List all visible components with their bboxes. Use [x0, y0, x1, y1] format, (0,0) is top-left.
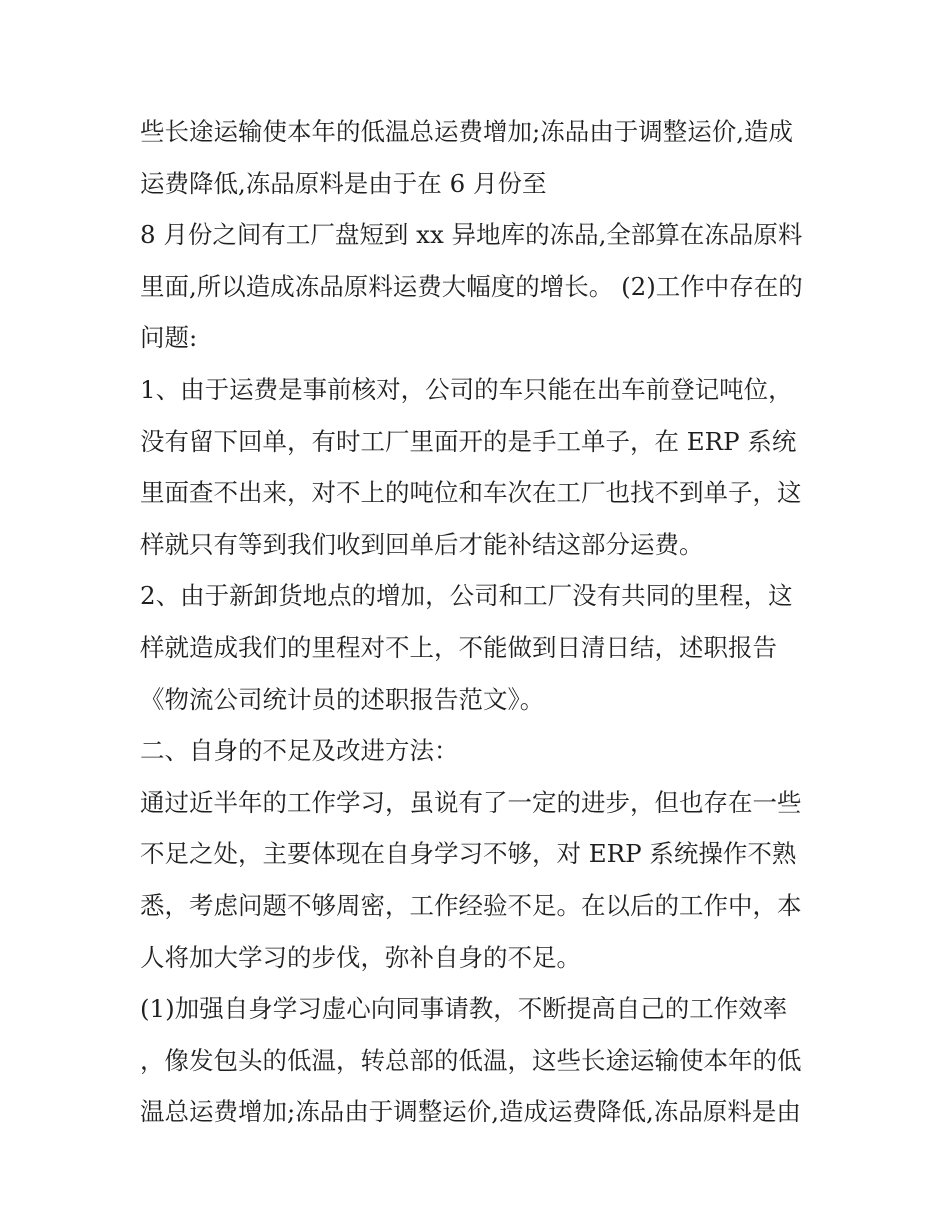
- text-line: 悉，考虑问题不够周密，工作经验不足。在以后的工作中，本: [140, 890, 802, 920]
- text-line: 样就只有等到我们收到回单后才能补结这部分运费。: [140, 529, 704, 559]
- text-line: 通过近半年的工作学习，虽说有了一定的进步，但也存在一些: [140, 787, 802, 817]
- text-line: 里面查不出来，对不上的吨位和车次在工厂也找不到单子，这: [140, 478, 802, 508]
- document-body: [140, 106, 820, 1138]
- text-line: 人将加大学习的步伐，弥补自身的不足。: [140, 942, 581, 972]
- text-line: 《物流公司统计员的述职报告范文》。: [140, 684, 545, 714]
- text-line: 里面,所以造成冻品原料运费大幅度的增长。 (2)工作中存在的: [140, 271, 803, 301]
- section-heading: 二、自身的不足及改进方法：: [140, 736, 459, 766]
- text-line: 没有留下回单，有时工厂里面开的是手工单子，在 ERP 系统: [140, 426, 797, 456]
- text-line: 些长途运输使本年的低温总运费增加;冻品由于调整运价,造成: [140, 117, 794, 146]
- text-line: 不足之处，主要体现在自身学习不够，对 ERP 系统操作不熟: [140, 839, 797, 869]
- text-line: 问题:: [140, 323, 198, 353]
- text-line: 样就造成我们的里程对不上，不能做到日清日结，述职报告: [140, 632, 777, 662]
- text-line: 2、由于新卸货地点的增加，公司和工厂没有共同的里程，这: [140, 581, 793, 611]
- text-line: (1)加强自身学习虚心向同事请教，不断提高自己的工作效率: [140, 994, 788, 1024]
- text-line: 8 月份之间有工厂盘短到 xx 异地库的冻品,全部算在冻品原料: [140, 220, 803, 250]
- text-line: 运费降低,冻品原料是由于在 6 月份至: [140, 168, 547, 198]
- text-line: 温总运费增加;冻品由于调整运价,造成运费降低,冻品原料是由: [140, 1097, 801, 1127]
- text-line: 1、由于运费是事前核对，公司的车只能在出车前登记吨位，: [140, 374, 793, 404]
- text-line: ，像发包头的低温，转总部的低温，这些长途运输使本年的低: [140, 1045, 802, 1075]
